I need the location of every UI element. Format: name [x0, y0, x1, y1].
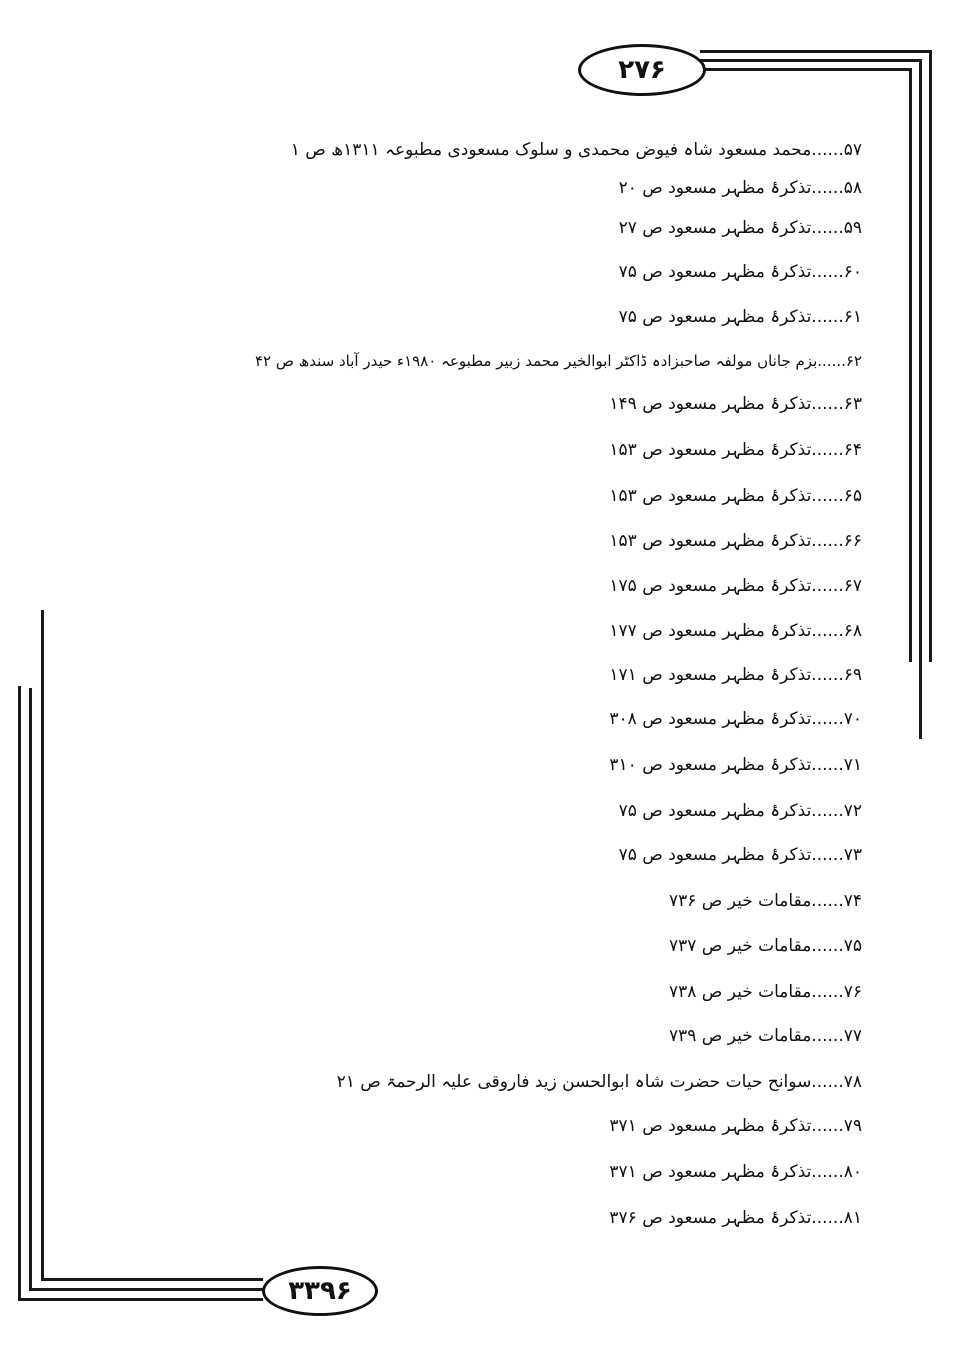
reference-item: ۶۵......تذکرۂ مظہر مسعود ص ۱۵۳: [609, 486, 862, 506]
top-frame-line-1: [700, 50, 932, 53]
reference-item: ۶۹......تذکرۂ مظہر مسعود ص ۱۷۱: [609, 665, 862, 685]
bottom-frame-line-3: [41, 1278, 263, 1281]
reference-item: ۶۰......تذکرۂ مظہر مسعود ص ۷۵: [618, 262, 862, 282]
reference-item: ۷۴......مقامات خیر ص ۷۳۶: [668, 891, 862, 911]
reference-item: ۶۲......بزم جاناں مولفہ صاحبزادہ ڈاکٹر ابوالخیر محمد زبیر مطبوعہ ۱۹۸۰ء حیدر آباد سندھ ص ۴۲: [254, 352, 862, 370]
reference-item: ۸۱......تذکرۂ مظہر مسعود ص ۳۷۶: [609, 1208, 862, 1228]
reference-item: ۶۷......تذکرۂ مظہر مسعود ص ۱۷۵: [609, 576, 862, 596]
reference-item: ۶۴......تذکرۂ مظہر مسعود ص ۱۵۳: [609, 440, 862, 460]
top-frame-line-2: [700, 59, 922, 62]
reference-item: ۶۸......تذکرۂ مظہر مسعود ص ۱۷۷: [609, 621, 862, 641]
reference-item: ۶۳......تذکرۂ مظہر مسعود ص ۱۴۹: [609, 394, 862, 414]
bottom-page-number: ۳۳۹۶: [262, 1266, 378, 1316]
reference-item: ۷۳......تذکرۂ مظہر مسعود ص ۷۵: [618, 845, 862, 865]
top-frame-line-3: [700, 68, 912, 71]
bottom-frame-line-2: [29, 1288, 263, 1291]
reference-item: ۷۱......تذکرۂ مظہر مسعود ص ۳۱۰: [609, 755, 862, 775]
reference-item: ۷۵......مقامات خیر ص ۷۳۷: [668, 936, 862, 956]
reference-item: ۵۹......تذکرۂ مظہر مسعود ص ۲۷: [618, 218, 862, 238]
bottom-frame-vline-2: [29, 688, 32, 1290]
reference-item: ۵۸......تذکرۂ مظہر مسعود ص ۲۰: [618, 178, 862, 198]
reference-item: ۵۷......محمد مسعود شاہ فیوض محمدی و سلوک مسعودی مطبوعہ ۱۳۱۱ھ ص ۱: [290, 140, 862, 160]
reference-item: ۶۱......تذکرۂ مظہر مسعود ص ۷۵: [618, 307, 862, 327]
reference-item: ۷۹......تذکرۂ مظہر مسعود ص ۳۷۱: [609, 1116, 862, 1136]
reference-item: ۸۰......تذکرۂ مظہر مسعود ص ۳۷۱: [609, 1162, 862, 1182]
top-frame-vline-2: [919, 59, 922, 739]
reference-item: ۷۷......مقامات خیر ص ۷۳۹: [668, 1026, 862, 1046]
top-frame-vline-3: [909, 68, 912, 662]
reference-item: ۷۲......تذکرۂ مظہر مسعود ص ۷۵: [618, 801, 862, 821]
top-frame-vline-1: [929, 50, 932, 662]
reference-item: ۷۰......تذکرۂ مظہر مسعود ص ۳۰۸: [609, 709, 862, 729]
reference-item: ۶۶......تذکرۂ مظہر مسعود ص ۱۵۳: [609, 531, 862, 551]
bottom-frame-line-1: [18, 1298, 263, 1301]
bottom-frame-vline-3: [41, 610, 44, 1280]
bottom-frame-vline-1: [18, 686, 21, 1300]
top-page-number: ۲۷۶: [578, 44, 706, 96]
reference-item: ۷۸......سوانح حیات حضرت شاہ ابوالحسن زید فاروقی علیہ الرحمۃ ص ۲۱: [336, 1072, 862, 1092]
reference-item: ۷۶......مقامات خیر ص ۷۳۸: [668, 982, 862, 1002]
